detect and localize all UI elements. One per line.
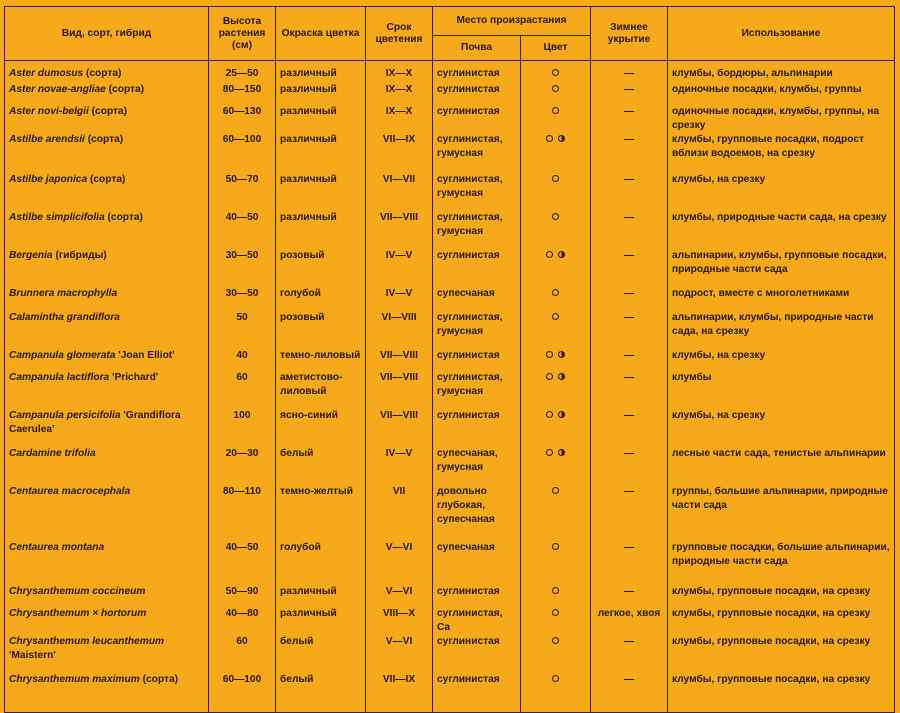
species-note: (сорта) [104, 211, 143, 223]
bloom-period-cell: VIII—X [366, 607, 433, 635]
soil-cell: довольно глубокая, супесчаная [433, 485, 521, 541]
light-cell [521, 83, 591, 105]
soil-cell: суглинистая [433, 349, 521, 371]
winter-cover-cell: — [591, 133, 668, 173]
species-cell [5, 409, 209, 447]
species-cell [5, 607, 209, 635]
species-note: 'Grandiflora Caerulea' [9, 409, 181, 435]
light-symbols [546, 351, 565, 358]
sun-icon [552, 313, 559, 320]
light-symbols [552, 313, 559, 320]
species-cell [5, 211, 209, 249]
species-note: (сорта) [83, 68, 122, 79]
height-cell: 50—90 [209, 585, 276, 607]
sun-icon [552, 289, 559, 296]
col-height: Высота растения (см) [209, 7, 276, 61]
flower-color-cell: розовый [276, 249, 366, 287]
height-cell: 100 [209, 409, 276, 447]
flower-color-cell: розовый [276, 311, 366, 349]
species-note: (сорта) [87, 173, 126, 185]
winter-cover-cell: — [591, 211, 668, 249]
species-cell [5, 349, 209, 371]
soil-cell: суглинистая [433, 673, 521, 713]
col-flower-color: Окраска цветка [276, 7, 366, 61]
table-row [5, 447, 895, 485]
sun-icon [552, 487, 559, 494]
soil-cell: суглинистая [433, 585, 521, 607]
half-shade-icon [558, 411, 565, 418]
species-cell [5, 249, 209, 287]
table-row [5, 607, 895, 635]
height-cell: 60—100 [209, 673, 276, 713]
sun-icon [552, 175, 559, 182]
light-cell [521, 541, 591, 585]
light-cell [521, 173, 591, 211]
table-row [5, 349, 895, 371]
use-cell: клумбы, бордюры, альпинарии [668, 61, 895, 83]
bloom-period-cell: V—VI [366, 585, 433, 607]
use-cell: клумбы, групповые посадки, на срезку [668, 607, 895, 635]
bloom-period-cell: VII—VIII [366, 211, 433, 249]
winter-cover-cell: — [591, 349, 668, 371]
winter-cover-cell: — [591, 635, 668, 673]
table-row [5, 249, 895, 287]
latin-name: Centaurea macrocephala [9, 485, 131, 497]
sun-icon [552, 675, 559, 682]
perennials-table [4, 6, 895, 713]
flower-color-cell: различный [276, 585, 366, 607]
soil-cell: суглинистая, гумусная [433, 173, 521, 211]
light-cell [521, 371, 591, 409]
bloom-period-cell: IV—V [366, 447, 433, 485]
use-cell: клумбы, групповые посадки, на срезку [668, 585, 895, 607]
winter-cover-cell: — [591, 173, 668, 211]
light-symbols [552, 487, 559, 494]
winter-cover-cell: — [591, 447, 668, 485]
flower-color-cell: белый [276, 447, 366, 485]
bloom-period-cell: VII—VIII [366, 349, 433, 371]
col-species: Вид, сорт, гибрид [5, 7, 209, 61]
table-row [5, 211, 895, 249]
flower-color-cell: различный [276, 61, 366, 83]
bloom-period-cell: VI—VII [366, 173, 433, 211]
light-cell [521, 249, 591, 287]
winter-cover-cell: — [591, 409, 668, 447]
use-cell: альпинарии, клумбы, групповые посадки, природные части сада [668, 249, 895, 287]
winter-cover-cell: легкое, хвоя [591, 607, 668, 635]
species-cell [5, 133, 209, 173]
height-cell: 50—70 [209, 173, 276, 211]
light-cell [521, 133, 591, 173]
species-cell [5, 585, 209, 607]
use-cell: клумбы, на срезку [668, 173, 895, 211]
light-cell [521, 211, 591, 249]
table-header [5, 7, 895, 61]
soil-cell: суглинистая [433, 61, 521, 83]
sun-icon [552, 609, 559, 616]
flower-color-cell: темно-желтый [276, 485, 366, 541]
species-cell [5, 541, 209, 585]
table-row [5, 541, 895, 585]
table-row [5, 371, 895, 409]
flower-color-cell: аметистово-лиловый [276, 371, 366, 409]
height-cell: 80—150 [209, 83, 276, 105]
light-cell [521, 485, 591, 541]
sun-icon [552, 543, 559, 550]
use-cell: альпинарии, клумбы, природные части сада, на срезку [668, 311, 895, 349]
light-cell [521, 61, 591, 83]
table-row [5, 409, 895, 447]
col-light: Цвет [521, 36, 591, 61]
bloom-period-cell: VII—VIII [366, 409, 433, 447]
species-cell [5, 287, 209, 311]
light-symbols [552, 637, 559, 644]
winter-cover-cell: — [591, 371, 668, 409]
use-cell: клумбы, групповые посадки, подрост вблизи водоемов, на срезку [668, 133, 895, 173]
half-shade-icon [558, 373, 565, 380]
use-cell: клумбы [668, 371, 895, 409]
latin-name: Aster novae-angliae [9, 83, 106, 95]
height-cell: 60—100 [209, 133, 276, 173]
species-note: (сорта) [88, 105, 128, 117]
sun-icon [552, 637, 559, 644]
soil-cell: супесчаная, гумусная [433, 447, 521, 485]
table-row [5, 61, 895, 83]
use-cell: групповые посадки, большие альпинарии, природные части сада [668, 541, 895, 585]
light-symbols [552, 213, 559, 220]
light-cell [521, 447, 591, 485]
soil-cell: суглинистая [433, 409, 521, 447]
bloom-period-cell: IV—V [366, 249, 433, 287]
latin-name: Campanula lactiflora [9, 371, 110, 383]
sun-icon [552, 85, 559, 92]
height-cell: 30—50 [209, 287, 276, 311]
species-cell [5, 83, 209, 105]
flower-color-cell: ясно-синий [276, 409, 366, 447]
sun-icon [546, 449, 553, 456]
use-cell: подрост, вместе с многолетниками [668, 287, 895, 311]
light-symbols [546, 251, 565, 258]
sun-icon [552, 587, 559, 594]
winter-cover-cell: — [591, 105, 668, 133]
soil-cell: суглинистая, гумусная [433, 311, 521, 349]
bloom-period-cell: VII [366, 485, 433, 541]
soil-cell: суглинистая [433, 105, 521, 133]
latin-name: Astilbe simplicifolia [9, 211, 105, 223]
height-cell: 40—50 [209, 541, 276, 585]
bloom-period-cell: IX—X [366, 61, 433, 83]
light-cell [521, 409, 591, 447]
species-cell [5, 173, 209, 211]
height-cell: 30—50 [209, 249, 276, 287]
use-cell: группы, большие альпинарии, природные части сада [668, 485, 895, 541]
light-symbols [546, 411, 565, 418]
latin-name: Calamintha grandiflora [9, 311, 120, 323]
use-cell: клумбы, групповые посадки, на срезку [668, 635, 895, 673]
flower-color-cell: различный [276, 607, 366, 635]
soil-cell: суглинистая, Ca [433, 607, 521, 635]
light-symbols [546, 373, 565, 380]
species-note: 'Maistern' [9, 649, 56, 661]
winter-cover-cell: — [591, 541, 668, 585]
soil-cell: супесчаная [433, 287, 521, 311]
light-symbols [552, 69, 559, 76]
species-cell [5, 635, 209, 673]
flower-color-cell: различный [276, 173, 366, 211]
flower-color-cell: различный [276, 211, 366, 249]
flower-color-cell: темно-лиловый [276, 349, 366, 371]
table-row [5, 173, 895, 211]
sun-icon [546, 351, 553, 358]
use-cell: клумбы, на срезку [668, 409, 895, 447]
bloom-period-cell: IX—X [366, 105, 433, 133]
winter-cover-cell: — [591, 61, 668, 83]
soil-cell: суглинистая [433, 249, 521, 287]
light-cell [521, 635, 591, 673]
species-note: (сорта) [84, 133, 124, 145]
table-row [5, 635, 895, 673]
winter-cover-cell: — [591, 83, 668, 105]
latin-name: Brunnera macrophylla [9, 287, 118, 299]
flower-color-cell: голубой [276, 287, 366, 311]
table-row [5, 83, 895, 105]
latin-name: Cardamine trifolia [9, 447, 96, 459]
height-cell: 40 [209, 349, 276, 371]
light-symbols [552, 175, 559, 182]
bloom-period-cell: V—VI [366, 635, 433, 673]
winter-cover-cell: — [591, 673, 668, 713]
bloom-period-cell: VII—VIII [366, 371, 433, 409]
species-note: 'Prichard' [109, 371, 159, 383]
light-symbols [552, 609, 559, 616]
light-cell [521, 349, 591, 371]
bloom-period-cell: VII—IX [366, 673, 433, 713]
use-cell: клумбы, групповые посадки, на срезку [668, 673, 895, 713]
half-shade-icon [558, 135, 565, 142]
species-cell [5, 311, 209, 349]
table-row [5, 287, 895, 311]
light-cell [521, 287, 591, 311]
light-symbols [546, 135, 565, 142]
use-cell: лесные части сада, тенистые альпинарии [668, 447, 895, 485]
species-cell [5, 61, 209, 83]
light-symbols [546, 449, 565, 456]
soil-cell: суглинистая, гумусная [433, 371, 521, 409]
species-cell [5, 485, 209, 541]
table-row [5, 311, 895, 349]
col-bloom-period: Срок цветения [366, 7, 433, 61]
species-note: (гибриды) [52, 249, 107, 261]
half-shade-icon [558, 449, 565, 456]
species-note: 'Joan Elliot' [115, 349, 175, 361]
sun-icon [546, 411, 553, 418]
light-symbols [552, 543, 559, 550]
sun-icon [546, 373, 553, 380]
soil-cell: суглинистая [433, 635, 521, 673]
winter-cover-cell: — [591, 249, 668, 287]
latin-name: Astilbe arendsii [9, 133, 85, 145]
col-soil: Почва [433, 36, 521, 61]
height-cell: 60—130 [209, 105, 276, 133]
species-cell [5, 105, 209, 133]
use-cell: одиночные посадки, клумбы, группы [668, 83, 895, 105]
species-cell [5, 447, 209, 485]
col-habitat: Место произрастания [433, 7, 591, 36]
winter-cover-cell: — [591, 287, 668, 311]
winter-cover-cell: — [591, 485, 668, 541]
light-cell [521, 607, 591, 635]
half-shade-icon [558, 351, 565, 358]
species-cell [5, 371, 209, 409]
flower-color-cell: белый [276, 635, 366, 673]
sun-icon [552, 69, 559, 76]
height-cell: 40—80 [209, 607, 276, 635]
latin-name: Bergenia [9, 249, 53, 261]
col-use: Использование [668, 7, 895, 61]
latin-name: Chrysanthemum × hortorum [9, 607, 147, 619]
soil-cell: суглинистая [433, 83, 521, 105]
height-cell: 50 [209, 311, 276, 349]
latin-name: Astilbe japonica [9, 173, 88, 185]
height-cell: 60 [209, 371, 276, 409]
light-cell [521, 105, 591, 133]
sun-icon [552, 213, 559, 220]
latin-name: Chrysanthemum coccineum [9, 585, 146, 597]
flower-color-cell: белый [276, 673, 366, 713]
light-symbols [552, 587, 559, 594]
flower-color-cell: различный [276, 105, 366, 133]
table-row [5, 585, 895, 607]
soil-cell: суглинистая, гумусная [433, 133, 521, 173]
light-symbols [552, 107, 559, 114]
flower-color-cell: различный [276, 83, 366, 105]
bloom-period-cell: VI—VIII [366, 311, 433, 349]
height-cell: 25—50 [209, 61, 276, 83]
soil-cell: суглинистая, гумусная [433, 211, 521, 249]
light-symbols [552, 675, 559, 682]
latin-name: Aster dumosus [9, 68, 84, 79]
bloom-period-cell: IV—V [366, 287, 433, 311]
soil-cell: супесчаная [433, 541, 521, 585]
bloom-period-cell: IX—X [366, 83, 433, 105]
winter-cover-cell: — [591, 585, 668, 607]
species-note: (сорта) [139, 673, 179, 685]
flower-color-cell: голубой [276, 541, 366, 585]
table-row [5, 133, 895, 173]
winter-cover-cell: — [591, 311, 668, 349]
latin-name: Chrysanthemum leucanthemum [9, 635, 165, 647]
col-winter-cover: Зимнее укрытие [591, 7, 668, 61]
sun-icon [546, 251, 553, 258]
light-symbols [552, 85, 559, 92]
species-cell [5, 673, 209, 713]
latin-name: Chrysanthemum maximum [9, 673, 140, 685]
table-body [5, 61, 895, 713]
height-cell: 60 [209, 635, 276, 673]
latin-name: Campanula persicifolia [9, 409, 121, 421]
latin-name: Campanula glomerata [9, 349, 116, 361]
species-note: (сорта) [105, 83, 145, 95]
light-symbols [552, 289, 559, 296]
use-cell: клумбы, на срезку [668, 349, 895, 371]
bloom-period-cell: V—VI [366, 541, 433, 585]
latin-name: Centaurea montana [9, 541, 105, 553]
table-row [5, 485, 895, 541]
use-cell: клумбы, природные части сада, на срезку [668, 211, 895, 249]
bloom-period-cell: VII—IX [366, 133, 433, 173]
table-row [5, 105, 895, 133]
table-row [5, 673, 895, 713]
height-cell: 80—110 [209, 485, 276, 541]
light-cell [521, 673, 591, 713]
light-cell [521, 311, 591, 349]
light-cell [521, 585, 591, 607]
latin-name: Aster novi-belgii [9, 105, 89, 117]
use-cell: одиночные посадки, клумбы, группы, на срезку [668, 105, 895, 133]
height-cell: 20—30 [209, 447, 276, 485]
half-shade-icon [558, 251, 565, 258]
sun-icon [546, 135, 553, 142]
height-cell: 40—50 [209, 211, 276, 249]
flower-color-cell: различный [276, 133, 366, 173]
sun-icon [552, 107, 559, 114]
